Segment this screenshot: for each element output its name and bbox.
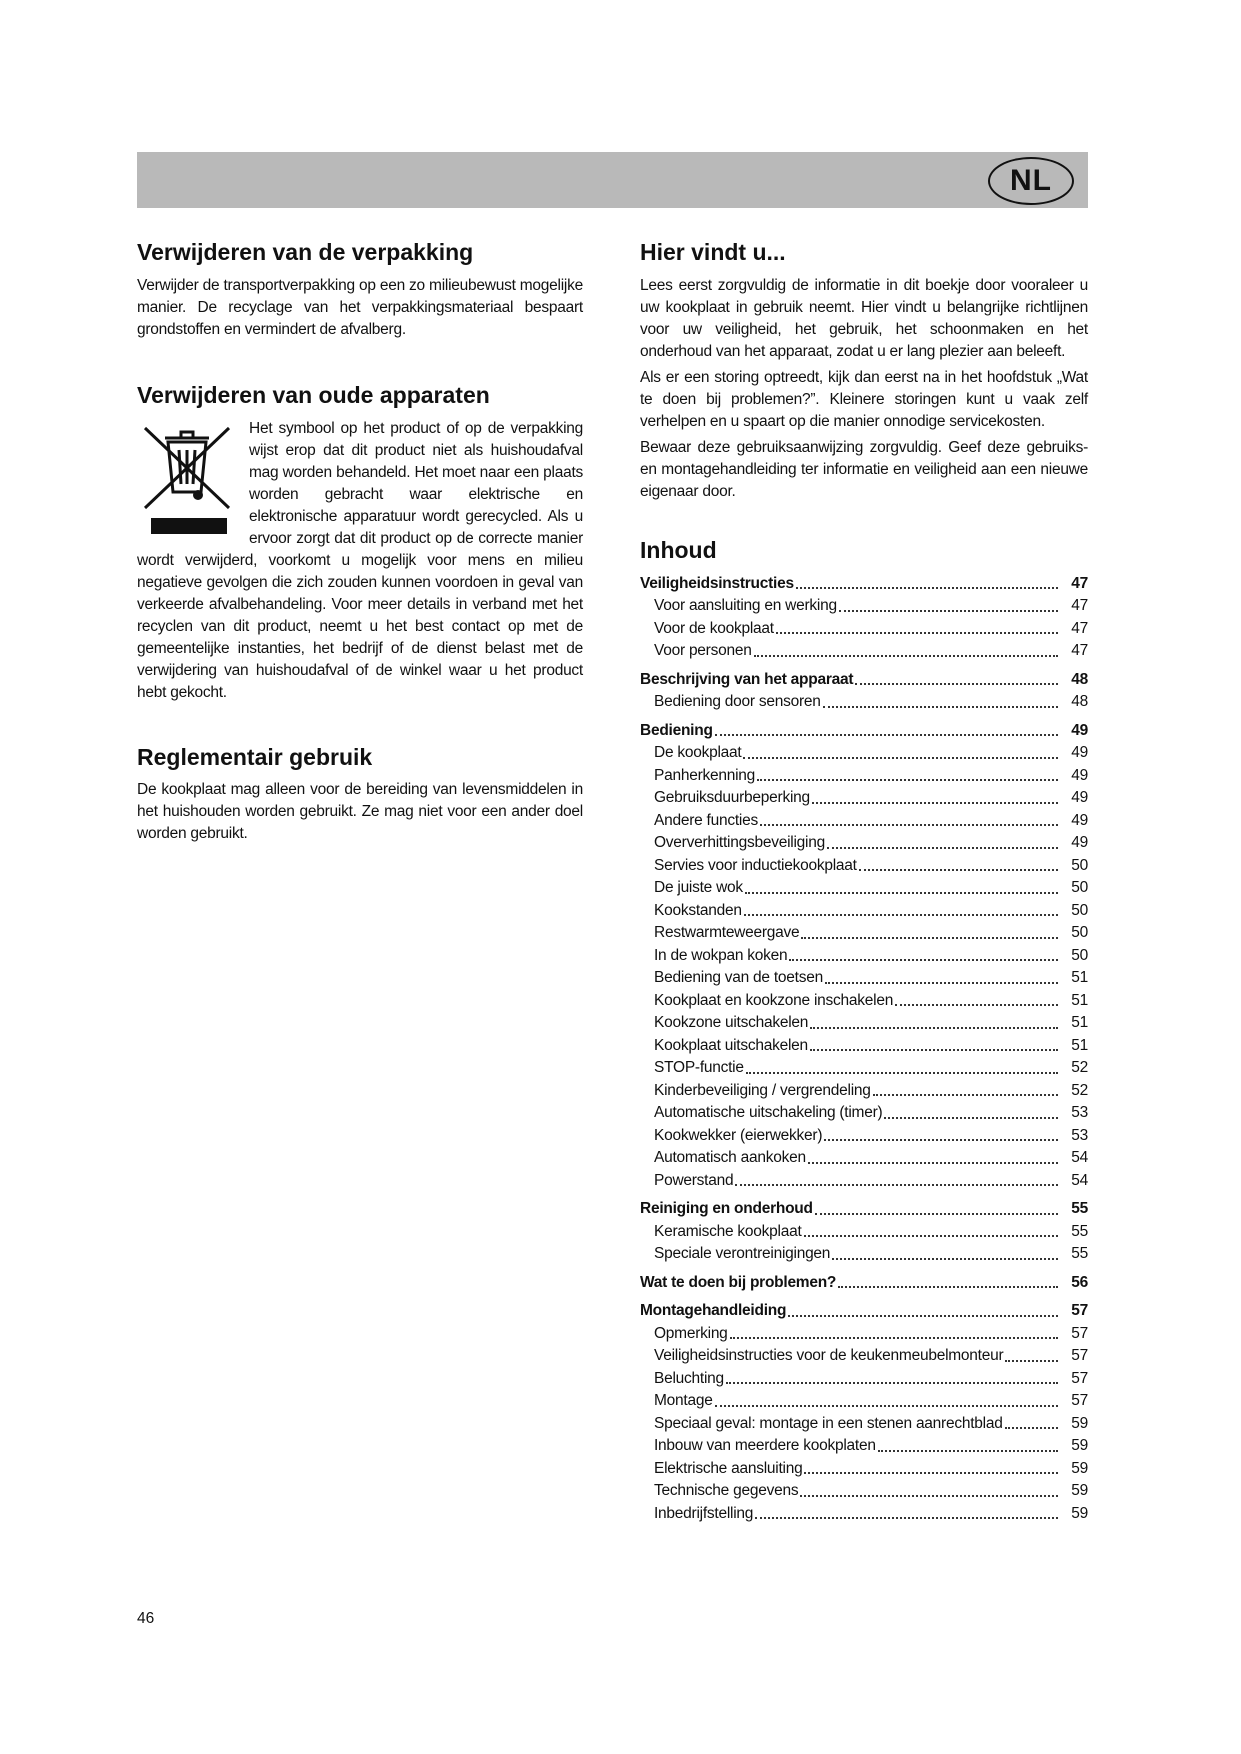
toc-entry-row [640, 1243, 1088, 1266]
toc-chapter-row [640, 1198, 1088, 1221]
toc-label: Voor aansluiting en werking [654, 597, 837, 614]
section-title-old-devices: Verwijderen van oude apparaten [137, 381, 490, 408]
section-title-intro: Hier vindt u... [640, 239, 786, 265]
toc-entry-row [640, 900, 1088, 923]
toc-page-number: 49 [1071, 721, 1088, 739]
toc-label: Montage [654, 1392, 713, 1409]
toc-label: Inbedrijfstelling [654, 1504, 754, 1522]
toc-leader-dots [812, 802, 1058, 804]
section-title-packaging: Verwijderen van de verpakking [137, 239, 474, 265]
toc-label: Elektrische aansluiting [654, 1459, 803, 1477]
toc-page-number: 50 [1071, 924, 1088, 941]
toc-entry-row [640, 1368, 1088, 1391]
toc-entry-row [640, 1345, 1088, 1368]
toc-entry-row [640, 742, 1088, 765]
toc-leader-dots [776, 632, 1058, 634]
toc-page-number: 59 [1071, 1459, 1088, 1477]
toc-entry-row [640, 832, 1088, 855]
toc-leader-dots [715, 734, 1058, 736]
toc-entry-row [640, 855, 1088, 878]
toc-leader-dots [823, 706, 1058, 708]
toc-leader-dots [824, 1139, 1058, 1141]
toc-page-number: 52 [1071, 1081, 1088, 1099]
toc-title: Inhoud [640, 536, 717, 563]
toc-leader-dots [839, 610, 1058, 612]
toc-entry-row [640, 1458, 1088, 1481]
toc-page-number: 57 [1071, 1347, 1088, 1364]
toc-page-number: 50 [1071, 879, 1088, 896]
toc-page-number: 48 [1071, 670, 1088, 688]
toc-label: Beluchting [654, 1369, 724, 1387]
crossed-out-wheelie-bin-icon [137, 418, 237, 538]
toc-label: Speciaal geval: montage in een stenen aanrechtblad [654, 1414, 1003, 1432]
toc-leader-dots [878, 1450, 1058, 1452]
toc-label: Veiligheidsinstructies [640, 574, 794, 592]
toc-entry-row [640, 1170, 1088, 1193]
section-title-intended-use: Reglementair gebruik [137, 743, 373, 770]
toc-leader-dots [1005, 1360, 1058, 1362]
toc-label: Servies voor inductiekookplaat [654, 856, 857, 874]
toc-page-number: 57 [1071, 1302, 1088, 1319]
toc-page-number: 53 [1071, 1104, 1088, 1121]
toc-page-number: 49 [1071, 766, 1088, 784]
toc-label: STOP-functie [654, 1059, 744, 1076]
toc-leader-dots [838, 1286, 1058, 1288]
old-devices-text: Het symbool op het product of op de verpakking wijst erop dat dit product niet als huishoudafval mag worden behandeld. Het moet naar een plaats worden gebracht waar elektrische en elektronische apparatuur wordt gerecycled. Als u ervoor zorgt dat dit product op de correcte manier wordt verwijderd, voorkomt u mogelijk voor mens en milieu negatieve gevolgen die zich zouden kunnen voordoen in geval van verkeerde afvalbehandeling. Voor meer details in verband met het recyclen van dit product, neemt u het best contact op met de gemeentelijke instanties, het bedrijf of de dienst belast met de verwijdering van huishoudafval of de winkel waar u het product hebt gekocht. [137, 419, 583, 701]
toc-label: Montagehandleiding [640, 1302, 787, 1319]
intro-paragraph: Bewaar deze gebruiksaanwijzing zorgvuldig. Geef deze gebruiks- en montagehandleiding ter informatie en veiligheid aan een nieuwe eigenaar door. [640, 438, 1088, 500]
toc-entry-row [640, 877, 1088, 900]
toc-page-number: 55 [1071, 1200, 1088, 1217]
toc-leader-dots [804, 1235, 1059, 1237]
toc-page-number: 53 [1071, 1126, 1088, 1144]
toc-leader-dots [895, 1004, 1058, 1006]
toc-page-number: 50 [1071, 856, 1088, 874]
toc-leader-dots [801, 937, 1058, 939]
toc-leader-dots [855, 683, 1058, 685]
packaging-text: Verwijder de transportverpakking op een zo milieubewust mogelijke manier. De recyclage van het verpakkingsmateriaal bespaart grondstoffen en vermindert de afvalberg. [137, 276, 583, 338]
toc-entry-row [640, 1035, 1088, 1058]
toc-label: De kookplaat [654, 744, 742, 761]
toc-chapter-row [640, 720, 1088, 743]
section-packaging [137, 238, 583, 341]
toc-entry-row [640, 1390, 1088, 1413]
toc-chapter-row [640, 573, 1088, 596]
toc-page-number: 52 [1071, 1059, 1088, 1076]
toc-page-number: 59 [1071, 1504, 1088, 1522]
toc-leader-dots [808, 1162, 1058, 1164]
toc-label: Voor de kookplaat [654, 619, 774, 637]
toc-page-number: 55 [1071, 1222, 1088, 1240]
toc-label: Voor personen [654, 642, 752, 659]
toc-label: Bediening van de toetsen [654, 969, 823, 986]
toc-entry-row [640, 1147, 1088, 1170]
toc-page-number: 54 [1071, 1171, 1088, 1189]
toc-page-number: 49 [1071, 789, 1088, 806]
toc-label: Powerstand [654, 1171, 734, 1189]
toc-leader-dots [800, 1495, 1058, 1497]
toc-page-number: 47 [1071, 597, 1088, 614]
toc-label: Technische gegevens [654, 1482, 799, 1499]
toc-page-number: 57 [1071, 1369, 1088, 1387]
toc-label: Inbouw van meerdere kookplaten [654, 1437, 876, 1454]
toc-leader-dots [754, 655, 1058, 657]
toc-leader-dots [730, 1337, 1058, 1339]
toc-page-number: 55 [1071, 1245, 1088, 1262]
language-badge: NL [988, 157, 1074, 205]
table-of-contents [640, 573, 1088, 1526]
toc-label: Opmerking [654, 1324, 728, 1342]
toc-label: Kookplaat en kookzone inschakelen [654, 991, 894, 1009]
toc-entry-row [640, 945, 1088, 968]
toc-entry-row [640, 1012, 1088, 1035]
toc-page-number: 56 [1071, 1273, 1088, 1291]
toc-label: Kookwekker (eierwekker) [654, 1126, 823, 1144]
toc-leader-dots [715, 1405, 1058, 1407]
toc-page-number: 50 [1071, 901, 1088, 919]
toc-page-number: 51 [1071, 1036, 1088, 1054]
left-column [137, 238, 583, 845]
toc-label: In de wokpan koken [654, 946, 788, 964]
toc-entry-row [640, 967, 1088, 990]
toc-label: Restwarmteweergave [654, 924, 800, 941]
toc-label: Automatisch aankoken [654, 1149, 806, 1166]
toc-page-number: 54 [1071, 1149, 1088, 1166]
header-bar [137, 152, 1088, 208]
toc-entry-row [640, 1503, 1088, 1526]
section-old-devices [137, 381, 583, 704]
toc-leader-dots [825, 982, 1058, 984]
toc-entry-row [640, 1102, 1088, 1125]
toc-page-number: 57 [1071, 1324, 1088, 1342]
toc-entry-row [640, 1057, 1088, 1080]
toc-page-number: 51 [1071, 969, 1088, 986]
toc-entry-row [640, 618, 1088, 641]
section-intended-use [137, 743, 583, 846]
toc-leader-dots [726, 1382, 1058, 1384]
toc-entry-row [640, 691, 1088, 714]
toc-leader-dots [789, 959, 1058, 961]
toc-leader-dots [873, 1094, 1058, 1096]
toc-page-number: 59 [1071, 1414, 1088, 1432]
toc-label: De juiste wok [654, 879, 743, 896]
toc-chapter-row [640, 1272, 1088, 1295]
toc-entry-row [640, 810, 1088, 833]
toc-group [640, 1198, 1088, 1266]
toc-label: Reiniging en onderhoud [640, 1200, 813, 1217]
toc-label: Panherkenning [654, 766, 756, 784]
toc-entry-row [640, 922, 1088, 945]
toc-label: Kookzone uitschakelen [654, 1014, 809, 1031]
toc-leader-dots [744, 914, 1058, 916]
toc-leader-dots [804, 1472, 1058, 1474]
toc-label: Beschrijving van het apparaat [640, 670, 854, 688]
toc-leader-dots [743, 757, 1058, 759]
toc-chapter-row [640, 669, 1088, 692]
toc-group [640, 720, 1088, 1193]
toc-leader-dots [815, 1213, 1058, 1215]
toc-label: Bediening [640, 721, 713, 739]
toc-page-number: 59 [1071, 1482, 1088, 1499]
toc-leader-dots [859, 869, 1058, 871]
toc-leader-dots [745, 892, 1058, 894]
toc-page-number: 51 [1071, 1014, 1088, 1031]
toc-entry-row [640, 765, 1088, 788]
old-devices-body [137, 418, 583, 704]
toc-page-number: 57 [1071, 1392, 1088, 1409]
toc-label: Veiligheidsinstructies voor de keukenmeubelmonteur [654, 1347, 1004, 1364]
toc-chapter-row [640, 1300, 1088, 1323]
toc-page-number: 48 [1071, 693, 1088, 710]
toc-label: Kookstanden [654, 901, 742, 919]
intro-paragraph: Als er een storing optreedt, kijk dan eerst na in het hoofdstuk „Wat te doen bij problemen?”. Kleinere storingen kunt u vaak zelf verhelpen en u spaart op die manier onnodige servicekosten. [640, 368, 1088, 430]
toc-leader-dots [884, 1117, 1058, 1119]
toc-label: Wat te doen bij problemen? [640, 1273, 837, 1291]
toc-label: Oververhittingsbeveiliging [654, 834, 825, 851]
toc-entry-row [640, 1221, 1088, 1244]
toc-group [640, 669, 1088, 714]
page-number: 46 [137, 1610, 155, 1627]
toc-leader-dots [746, 1072, 1058, 1074]
toc-entry-row [640, 990, 1088, 1013]
toc-entry-row [640, 1323, 1088, 1346]
toc-label: Keramische kookplaat [654, 1222, 802, 1240]
toc-entry-row [640, 595, 1088, 618]
toc-leader-dots [760, 824, 1058, 826]
intro-paragraph: Lees eerst zorgvuldig de informatie in dit boekje door vooraleer u uw kookplaat in gebruik neemt. Hier vindt u belangrijke richtlijnen voor uw veiligheid, het gebruik, het schoonmaken en het onderhoud van het apparaat, zodat u er lang plezier aan beleeft. [640, 276, 1088, 360]
right-column [640, 238, 1088, 1531]
intro-paragraphs [640, 275, 1088, 503]
toc-label: Automatische uitschakeling (timer) [654, 1104, 883, 1121]
toc-page-number: 59 [1071, 1437, 1088, 1454]
toc-leader-dots [788, 1315, 1058, 1317]
toc-leader-dots [796, 587, 1058, 589]
toc-entry-row [640, 1435, 1088, 1458]
toc-page-number: 49 [1071, 811, 1088, 829]
toc-page-number: 47 [1071, 619, 1088, 637]
toc-leader-dots [832, 1258, 1058, 1260]
toc-leader-dots [810, 1049, 1058, 1051]
toc-leader-dots [757, 779, 1058, 781]
toc-leader-dots [755, 1517, 1058, 1519]
toc-label: Gebruiksduurbeperking [654, 789, 810, 806]
toc-label: Kinderbeveiliging / vergrendeling [654, 1081, 871, 1099]
toc-group [640, 573, 1088, 663]
toc-page-number: 49 [1071, 834, 1088, 851]
toc-label: Speciale verontreinigingen [654, 1245, 831, 1262]
toc-entry-row [640, 640, 1088, 663]
toc-page-number: 47 [1071, 574, 1088, 592]
toc-leader-dots [827, 847, 1058, 849]
toc-label: Kookplaat uitschakelen [654, 1036, 808, 1054]
toc-entry-row [640, 1125, 1088, 1148]
toc-page-number: 47 [1071, 642, 1088, 659]
toc-entry-row [640, 1413, 1088, 1436]
intended-use-text: De kookplaat mag alleen voor de bereiding van levensmiddelen in het huishouden worden gebruikt. Ze mag niet voor een ander doel worden gebruikt. [137, 781, 583, 843]
toc-label: Bediening door sensoren [654, 693, 821, 710]
toc-entry-row [640, 1080, 1088, 1103]
toc-entry-row [640, 787, 1088, 810]
toc-page-number: 50 [1071, 946, 1088, 964]
toc-leader-dots [1005, 1427, 1058, 1429]
toc-page-number: 51 [1071, 991, 1088, 1009]
toc-group [640, 1300, 1088, 1525]
toc-leader-dots [735, 1184, 1058, 1186]
toc-entry-row [640, 1480, 1088, 1503]
toc-group [640, 1272, 1088, 1295]
toc-leader-dots [810, 1027, 1058, 1029]
toc-page-number: 49 [1071, 744, 1088, 761]
section-intro [640, 238, 1088, 503]
toc-label: Andere functies [654, 811, 758, 829]
